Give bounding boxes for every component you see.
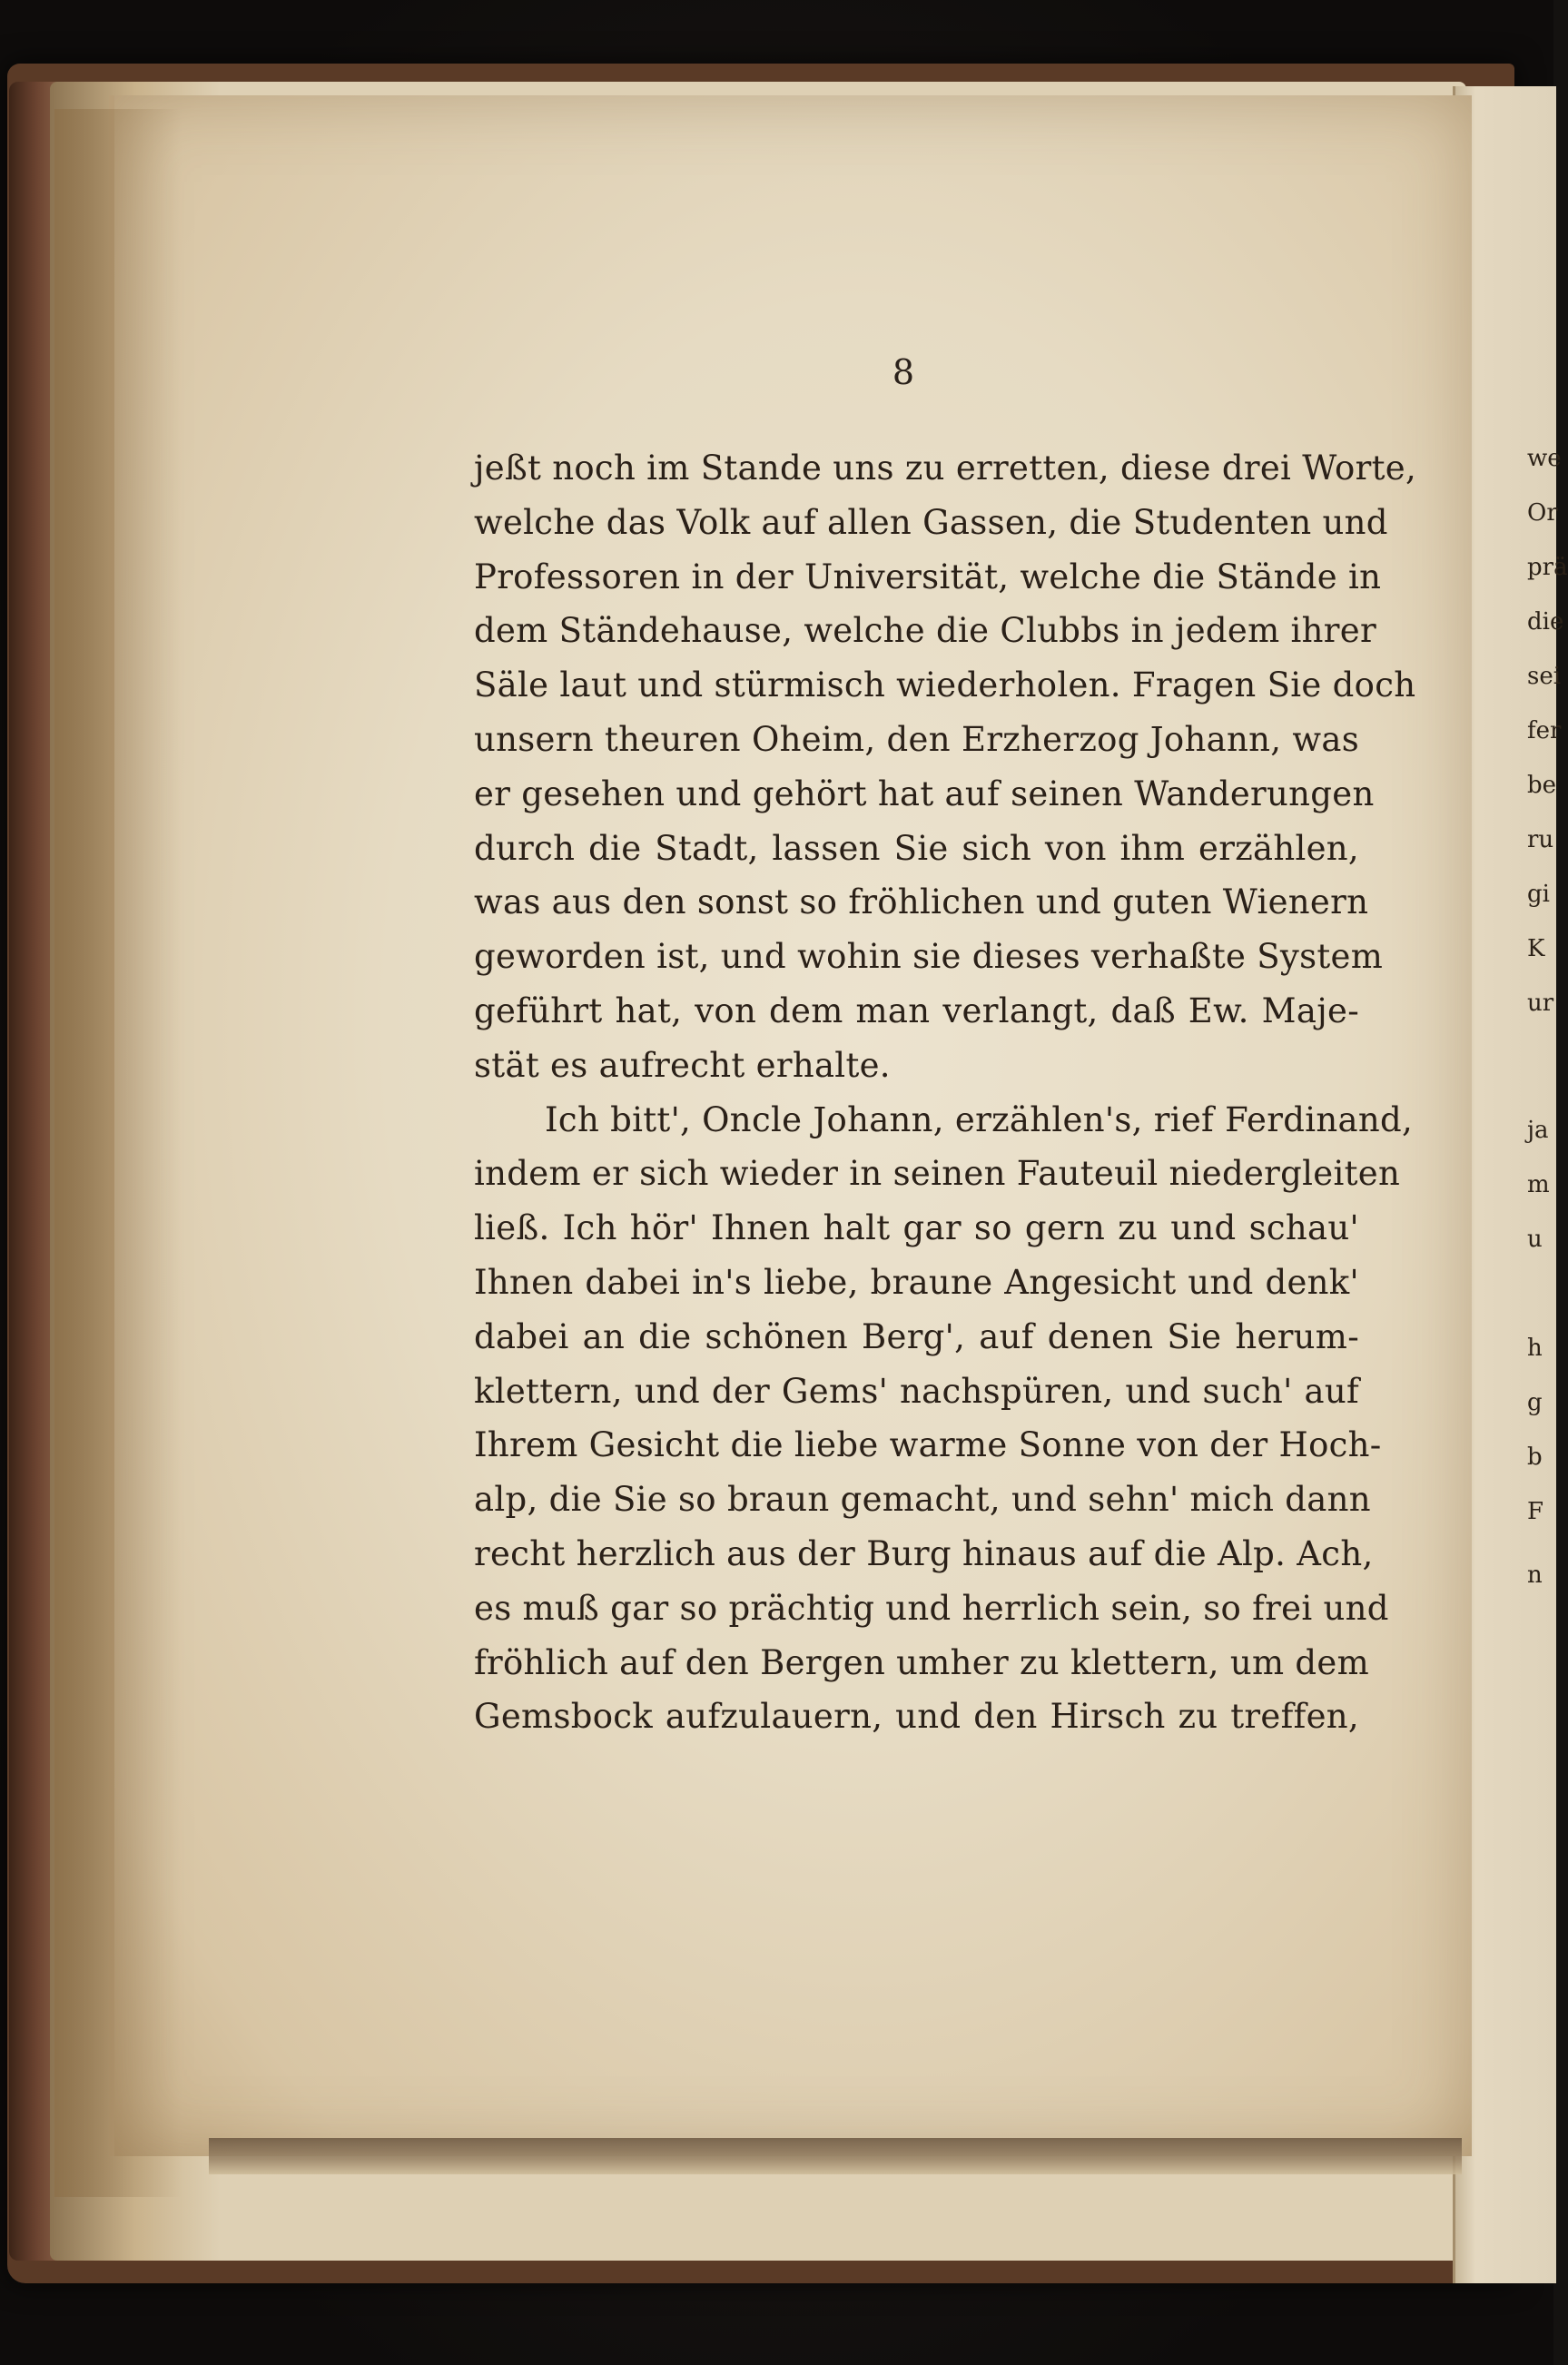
facing-page-fragment: gi [1527, 881, 1550, 908]
facing-page-fragment: Or [1527, 499, 1558, 527]
text-line: es muß gar so prächtig und herrlich sein, so frei und [474, 1588, 1389, 1628]
text-line: durch die Stadt, lassen Sie sich von ihm erzählen, [474, 828, 1359, 868]
facing-page-fragment: u [1527, 1226, 1543, 1253]
text-line: alp, die Sie so braun gemacht, und sehn' mich dann [474, 1480, 1371, 1520]
text-line: dem Ständehause, welche die Clubbs in jedem ihrer [474, 611, 1376, 651]
text-line: welche das Volk auf allen Gassen, die Studenten und [474, 502, 1388, 542]
facing-page-fragment: F [1527, 1498, 1544, 1525]
facing-page-fragment: m [1527, 1171, 1550, 1198]
facing-page-fragment: ja [1527, 1117, 1549, 1144]
text-line: Professoren in der Universität, welche die Stände in [474, 557, 1382, 596]
facing-page-fragment: die [1527, 608, 1564, 636]
text-line: recht herzlich aus der Burg hinaus auf die Alp. Ach, [474, 1533, 1374, 1573]
facing-page-fragment: g [1527, 1389, 1543, 1416]
page-edge-stain [54, 109, 182, 2197]
text-line: geführt hat, von dem man verlangt, daß Ew. Maje- [474, 990, 1359, 1030]
text-line: Säle laut und stürmisch wiederholen. Fragen Sie doch [474, 665, 1416, 705]
facing-page-fragment: prä [1527, 554, 1568, 581]
facing-page-fragment: we [1527, 445, 1562, 472]
text-line: Ihrem Gesicht die liebe warme Sonne von der Hoch- [474, 1425, 1382, 1465]
facing-page-fragment: sei [1527, 663, 1562, 690]
facing-page-fragment: ru [1527, 826, 1554, 853]
facing-page-fragment: fer [1527, 717, 1562, 744]
text-line: unsern theuren Oheim, den Erzherzog Johann, was [474, 719, 1359, 759]
text-line: er gesehen und gehört hat auf seinen Wanderungen [474, 774, 1375, 813]
text-line: ließ. Ich hör' Ihnen halt gar so gern zu und schau' [474, 1208, 1359, 1248]
text-line: stät es aufrecht erhalte. [474, 1045, 891, 1085]
text-line: dabei an die schönen Berg', auf denen Sie herum- [474, 1316, 1359, 1356]
facing-page-fragment: h [1527, 1335, 1543, 1362]
text-line: Gemsbock aufzulauern, und den Hirsch zu treffen, [474, 1697, 1359, 1737]
page-bottom-edge [209, 2138, 1462, 2174]
facing-page-fragment: b [1527, 1444, 1543, 1471]
facing-page-fragment: be [1527, 772, 1557, 799]
facing-page-fragment: K [1527, 935, 1545, 962]
text-line: indem er sich wieder in seinen Fauteuil niedergleiten [474, 1154, 1401, 1194]
text-line: fröhlich auf den Bergen umher zu klettern, um dem [474, 1642, 1369, 1682]
text-line: was aus den sonst so fröhlichen und guten Wienern [474, 882, 1369, 922]
text-line: Ihnen dabei in's liebe, braune Angesicht und denk' [474, 1262, 1359, 1302]
text-line: klettern, und der Gems' nachspüren, und such' auf [474, 1371, 1359, 1411]
paragraph-start-line: Ich bitt', Oncle Johann, erzählen's, rief Ferdinand, [545, 1099, 1414, 1139]
text-line: geworden ist, und wohin sie dieses verhaßte System [474, 937, 1384, 977]
page-number: 8 [892, 352, 915, 392]
facing-page-fragment: ur [1527, 990, 1554, 1017]
text-line: jeßt noch im Stande uns zu erretten, diese drei Worte, [474, 448, 1417, 488]
facing-page-fragment: n [1527, 1562, 1543, 1589]
body-text [474, 441, 1417, 1744]
